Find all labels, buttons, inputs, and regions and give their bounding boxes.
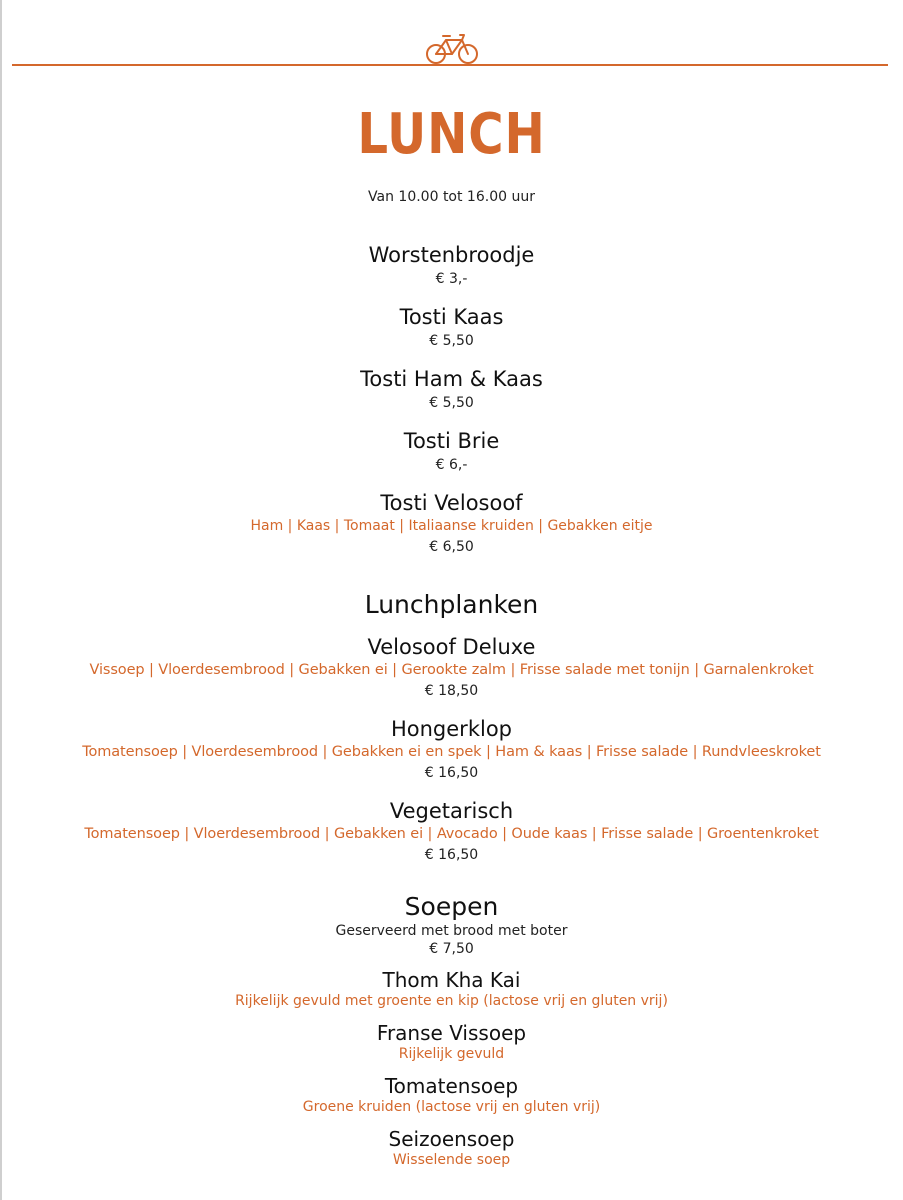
item-description: Wisselende soep [392,1152,511,1168]
menu-item-worstenbroodje [0,242,903,290]
top-rule [12,64,888,66]
item-name: Tosti Brie [403,429,500,453]
item-price: € 16,50 [424,847,479,863]
menu-item-hongerklop [0,716,903,784]
item-price: € 6,50 [429,539,474,555]
item-name: Velosoof Deluxe [367,635,536,659]
opening-hours: Van 10.00 tot 16.00 uur [368,189,535,205]
item-description: Rijkelijk gevuld [398,1046,505,1062]
item-name: Seizoensoep [388,1127,515,1151]
menu-item-seizoensoep [0,1127,903,1169]
item-description: Rijkelijk gevuld met groente en kip (lactose vrij en gluten vrij) [235,993,668,1009]
soepen-price: € 7,50 [429,941,474,957]
item-price: € 5,50 [429,395,474,411]
menu-item-velosoof-deluxe [0,634,903,702]
item-description: Vissoep | Vloerdesembrood | Gebakken ei | Gerookte zalm | Frisse salade met tonijn | Garnalenkroket [89,662,814,678]
item-name: Tomatensoep [384,1074,519,1098]
item-name: Worstenbroodje [368,243,535,267]
menu-title: LUNCH [357,102,546,167]
item-name: Thom Kha Kai [382,968,521,992]
item-price: € 16,50 [424,765,479,781]
item-price: € 18,50 [424,683,479,699]
section-title-lunchplanken: Lunchplanken [364,590,539,619]
item-description: Tomatensoep | Vloerdesembrood | Gebakken ei | Avocado | Oude kaas | Frisse salade | Groentenkroket [84,826,819,842]
menu-item-thom-kha-kai [0,968,903,1010]
item-description: Groene kruiden (lactose vrij en gluten vrij) [302,1099,601,1115]
item-description: Ham | Kaas | Tomaat | Italiaanse kruiden | Gebakken eitje [250,518,653,534]
item-price: € 5,50 [429,333,474,349]
bicycle-icon [424,30,480,66]
item-price: € 3,- [435,271,468,287]
item-name: Hongerklop [390,717,512,741]
menu-item-tosti-kaas [0,304,903,352]
section-title-soepen: Soepen [404,892,499,921]
menu-item-tosti-ham-kaas [0,366,903,414]
item-name: Franse Vissoep [376,1021,527,1045]
item-name: Tosti Ham & Kaas [360,367,543,391]
menu-item-vegetarisch [0,798,903,866]
menu-item-tosti-velosoof [0,490,903,558]
item-description: Tomatensoep | Vloerdesembrood | Gebakken ei en spek | Ham & kaas | Frisse salade | Rundvleeskroket [82,744,821,760]
section-soepen-header [0,892,903,958]
menu-item-franse-vissoep [0,1021,903,1063]
item-name: Tosti Kaas [399,305,504,329]
item-name: Tosti Velosoof [380,491,523,515]
menu-item-tomatensoep [0,1074,903,1116]
menu-item-tosti-brie [0,428,903,476]
item-name: Vegetarisch [389,799,514,823]
soepen-note: Geserveerd met brood met boter [335,923,568,939]
item-price: € 6,- [435,457,468,473]
